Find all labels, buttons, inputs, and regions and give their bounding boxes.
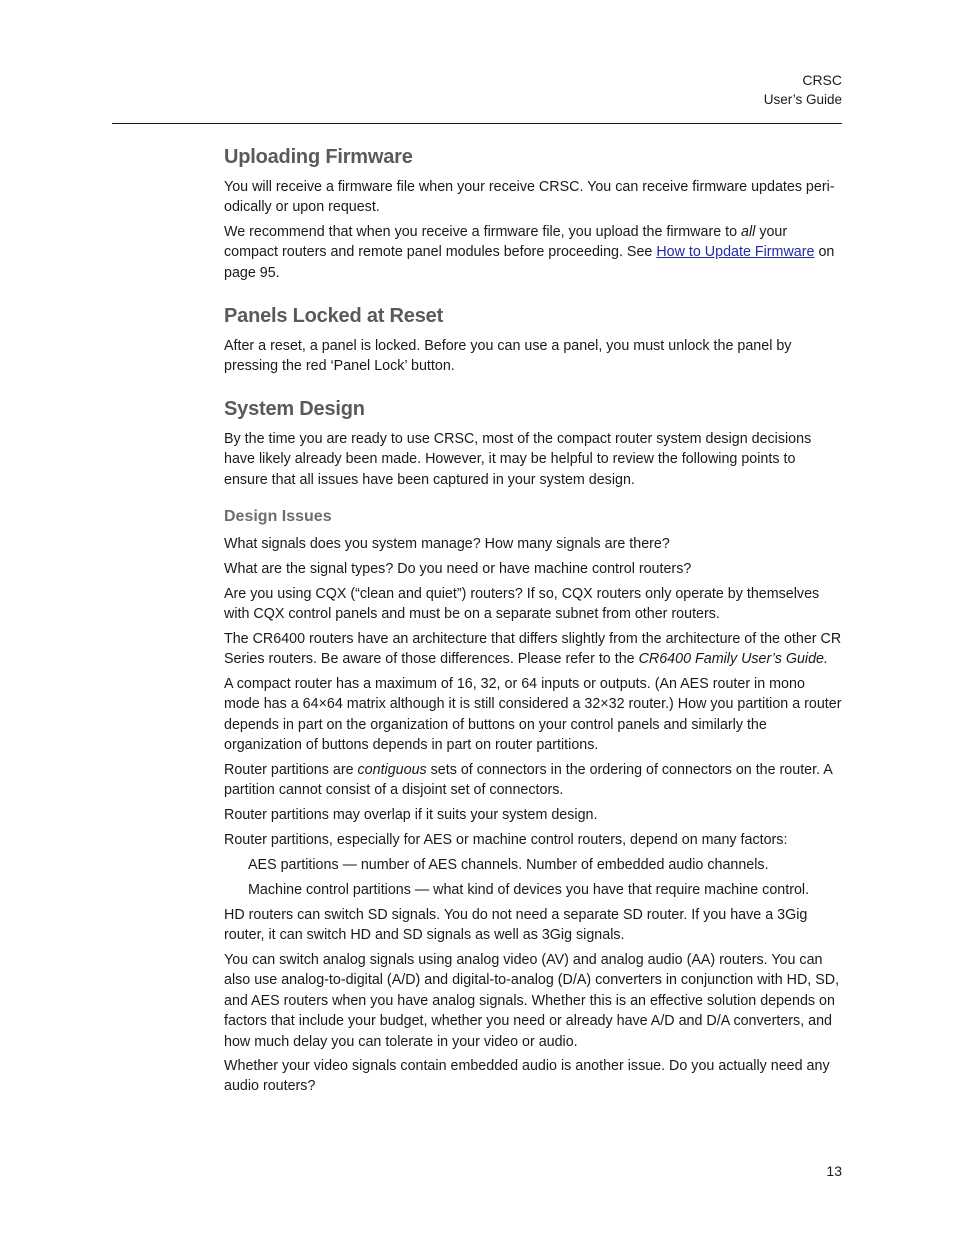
emphasis-all: all [741,224,756,240]
paragraph-issue-types: What are the signal types? Do you need or have machine control routers? [224,561,692,577]
text-segment: sets of connectors in the ordering of connectors on the router. A partition cannot consist of a disjoint set of connectors. [224,762,832,799]
emphasis-guide-title: CR6400 Family User’s Guide. [638,651,828,668]
emphasis-contiguous: contiguous [357,762,427,778]
text-segment: your compact routers and remote panel modules before proceeding. See [224,224,788,261]
paragraph-issue-hd-routers: HD routers can switch SD signals. You do not need a separate SD router. If you have a 3Gig router, it can switch HD and SD signals as well as 3Gig signals. [224,907,808,944]
text-segment: We recommend that when you receive a firmware file, you upload the firmware to [224,224,742,240]
heading-uploading-firmware: Uploading Firmware [224,146,413,168]
paragraph-issue-cqx: Are you using CQX (“clean and quiet”) routers? If so, CQX routers only operate by themselves with CQX control panels and must be on a separate subnet from other routers. [224,586,820,623]
paragraph-firmware-recommend [224,222,842,283]
list-item-machine-control-partitions: Machine control partitions — what kind of devices you have that require machine control. [248,882,810,898]
paragraph-issue-partitions-contiguous [224,760,842,801]
paragraph-issue-partitions-overlap: Router partitions may overlap if it suits your system design. [224,807,598,823]
paragraph-issue-embedded-audio: Whether your video signals contain embedded audio is another issue. Do you actually need any audio routers? [224,1058,830,1095]
text-segment: on page 95. [224,244,835,281]
paragraph-issue-compact-router: A compact router has a maximum of 16, 32, or 64 inputs or outputs. (An AES router in mono mode has a 64×64 matrix although it is still considered a 32×32 router.) How you partition a router depends in part on the organization of buttons on your control panels and similarly the organization of buttons depends in part on router partitions. [224,676,842,754]
page-number: 13 [826,1163,842,1179]
paragraph-issue-partitions-factors: Router partitions, especially for AES or machine control routers, depend on many factors: [224,832,788,848]
text-segment: Router partitions are [224,762,358,778]
heading-panels-locked: Panels Locked at Reset [224,305,444,327]
header-subtitle: User’s Guide [763,92,842,107]
paragraph-issue-cr6400 [224,629,842,670]
header-rule [112,123,842,124]
heading-system-design: System Design [224,398,365,420]
list-item-aes-partitions: AES partitions — number of AES channels. Number of embedded audio channels. [248,857,769,873]
header-title: CRSC [802,72,842,88]
paragraph-issue-analog: You can switch analog signals using analog video (AV) and analog audio (AA) routers. You can also use analog-to-digital (A/D) and digital-to-analog (D/A) converters in conjunction with HD, SD, and AES routers when you have analog signals. Whether this is an effective solution depends on factors that include your budget, whether you need or already have A/D and D/A converters, and how much delay you can tolerate in your video or audio. [224,952,840,1050]
paragraph-firmware-receive: You will receive a firmware file when your receive CRSC. You can receive firmware updates peri-odically or upon request. [224,179,835,216]
link-how-to-update-firmware[interactable]: How to Update Firmware [656,244,815,261]
heading-design-issues: Design Issues [224,508,332,525]
paragraph-system-design: By the time you are ready to use CRSC, most of the compact router system design decisions have likely already been made. However, it may be helpful to review the following points to ensure that all issues have been captured in your system design. [224,431,812,488]
text-segment: The CR6400 routers have an architecture that differs slightly from the architecture of the other CR Series routers. Be aware of those differences. Please refer to the [224,631,842,668]
paragraph-panel-lock: After a reset, a panel is locked. Before you can use a panel, you must unlock the panel by pressing the red ‘Panel Lock’ button. [224,338,792,375]
paragraph-issue-signals: What signals does you system manage? How many signals are there? [224,536,670,552]
